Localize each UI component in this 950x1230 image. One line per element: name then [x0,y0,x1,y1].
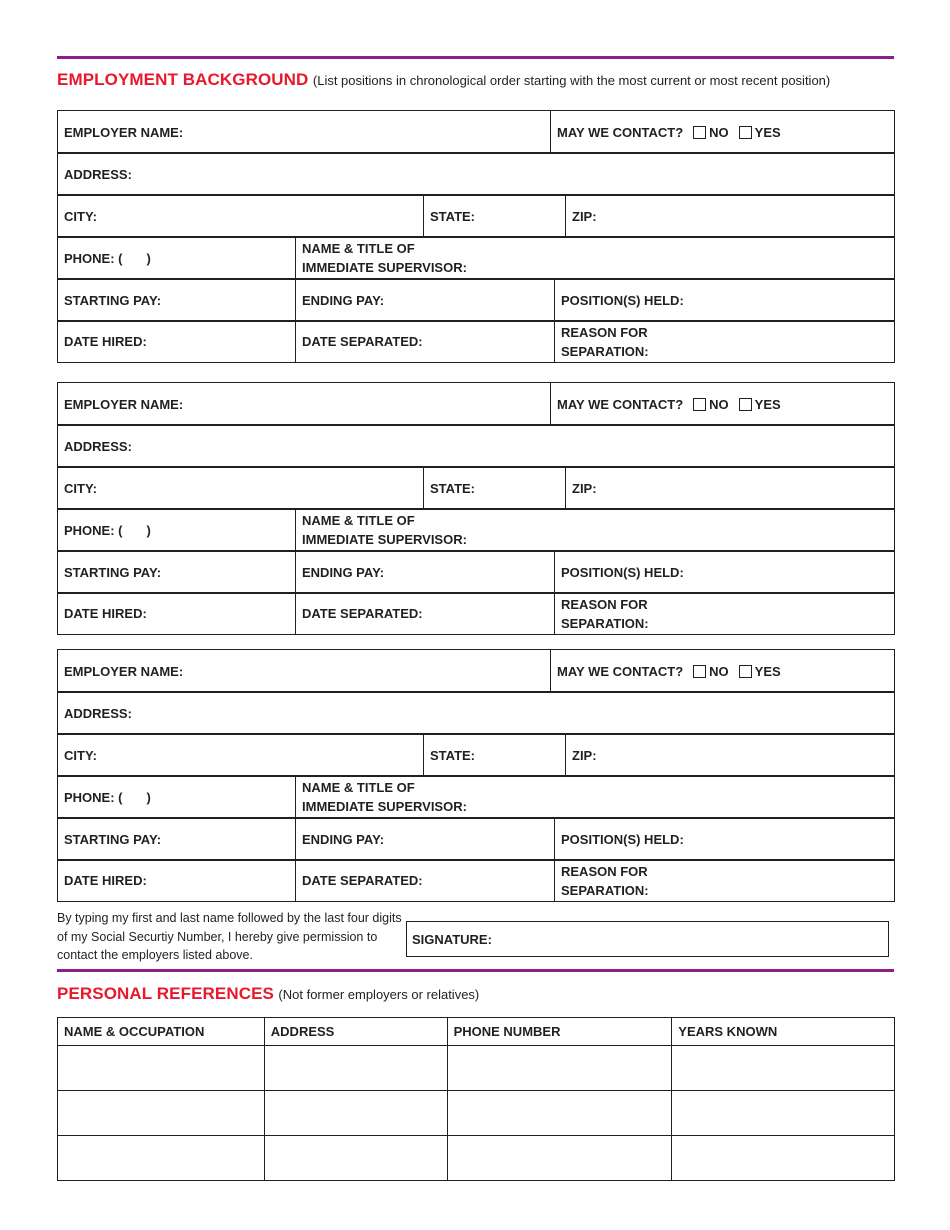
starting-pay-field[interactable]: STARTING PAY: [57,817,296,861]
date-hired-field[interactable]: DATE HIRED: [57,592,296,635]
signature-field[interactable] [406,921,889,957]
ending-pay-field[interactable]: ENDING PAY: [295,278,555,322]
address-field[interactable]: ADDRESS: [57,424,895,468]
reference-name-cell[interactable] [58,1136,265,1181]
city-field[interactable]: CITY: [57,466,424,510]
date-hired-field[interactable]: DATE HIRED: [57,320,296,363]
date-separated-field[interactable]: DATE SEPARATED: [295,320,555,363]
reference-name-cell[interactable] [58,1091,265,1136]
employer-block-2 [57,382,894,634]
zip-field[interactable]: ZIP: [565,466,895,510]
employment-title: EMPLOYMENT BACKGROUND [57,70,309,89]
references-header-row [58,1018,895,1046]
reason-separation-field[interactable]: REASON FOR SEPARATION: [554,592,895,635]
reference-name-cell[interactable] [58,1046,265,1091]
employer-block-1 [57,110,894,362]
references-heading [57,984,479,1004]
ending-pay-field[interactable]: ENDING PAY: [295,817,555,861]
may-contact-field: MAY WE CONTACT? NO YES [550,649,895,693]
starting-pay-field[interactable]: STARTING PAY: [57,550,296,594]
reference-address-cell[interactable] [264,1091,447,1136]
date-separated-field[interactable]: DATE SEPARATED: [295,859,555,902]
phone-field[interactable]: PHONE: ( ) [57,508,296,552]
reference-years-cell[interactable] [672,1046,895,1091]
reference-years-cell[interactable] [672,1091,895,1136]
employer-name-field[interactable]: EMPLOYER NAME: [57,382,551,426]
references-title: PERSONAL REFERENCES [57,984,274,1003]
reason-separation-field[interactable]: REASON FOR SEPARATION: [554,859,895,902]
contact-yes-checkbox[interactable] [739,665,752,678]
col-name-occupation: NAME & OCCUPATION [58,1018,265,1046]
col-phone-number: PHONE NUMBER [447,1018,672,1046]
employer-block-3 [57,649,894,901]
state-field[interactable]: STATE: [423,194,566,238]
phone-field[interactable]: PHONE: ( ) [57,236,296,280]
date-hired-field[interactable]: DATE HIRED: [57,859,296,902]
col-years-known: YEARS KNOWN [672,1018,895,1046]
references-note: (Not former employers or relatives) [278,987,480,1002]
employment-note: (List positions in chronological order starting with the most current or most recent position) [312,73,831,88]
top-divider [57,56,894,59]
contact-yes-checkbox[interactable] [739,126,752,139]
reference-phone-cell[interactable] [447,1136,672,1181]
employer-name-field[interactable]: EMPLOYER NAME: [57,110,551,154]
signature-label: SIGNATURE: [412,931,492,947]
date-separated-field[interactable]: DATE SEPARATED: [295,592,555,635]
consent-text: By typing my first and last name followed by the last four digits of my Social Securtiy Number, I hereby give permission to contact the employers listed above. [57,911,402,962]
reference-phone-cell[interactable] [447,1046,672,1091]
employment-heading [57,70,830,90]
positions-held-field[interactable]: POSITION(S) HELD: [554,550,895,594]
contact-no-checkbox[interactable] [693,665,706,678]
city-field[interactable]: CITY: [57,733,424,777]
may-contact-field: MAY WE CONTACT? NO YES [550,382,895,426]
supervisor-field[interactable]: NAME & TITLE OF IMMEDIATE SUPERVISOR: [295,508,895,552]
reference-row [58,1091,895,1136]
starting-pay-field[interactable]: STARTING PAY: [57,278,296,322]
reference-address-cell[interactable] [264,1046,447,1091]
zip-field[interactable]: ZIP: [565,194,895,238]
col-address: ADDRESS [264,1018,447,1046]
positions-held-field[interactable]: POSITION(S) HELD: [554,817,895,861]
reference-address-cell[interactable] [264,1136,447,1181]
contact-yes-checkbox[interactable] [739,398,752,411]
references-table [57,1017,895,1181]
zip-field[interactable]: ZIP: [565,733,895,777]
reference-years-cell[interactable] [672,1136,895,1181]
reference-row [58,1046,895,1091]
contact-no-checkbox[interactable] [693,398,706,411]
city-field[interactable]: CITY: [57,194,424,238]
reason-separation-field[interactable]: REASON FOR SEPARATION: [554,320,895,363]
address-field[interactable]: ADDRESS: [57,691,895,735]
may-contact-field: MAY WE CONTACT? NO YES [550,110,895,154]
supervisor-field[interactable]: NAME & TITLE OF IMMEDIATE SUPERVISOR: [295,236,895,280]
reference-phone-cell[interactable] [447,1091,672,1136]
positions-held-field[interactable]: POSITION(S) HELD: [554,278,895,322]
state-field[interactable]: STATE: [423,733,566,777]
employer-name-field[interactable]: EMPLOYER NAME: [57,649,551,693]
phone-field[interactable]: PHONE: ( ) [57,775,296,819]
address-field[interactable]: ADDRESS: [57,152,895,196]
contact-no-checkbox[interactable] [693,126,706,139]
references-divider [57,969,894,972]
reference-row [58,1136,895,1181]
state-field[interactable]: STATE: [423,466,566,510]
ending-pay-field[interactable]: ENDING PAY: [295,550,555,594]
supervisor-field[interactable]: NAME & TITLE OF IMMEDIATE SUPERVISOR: [295,775,895,819]
